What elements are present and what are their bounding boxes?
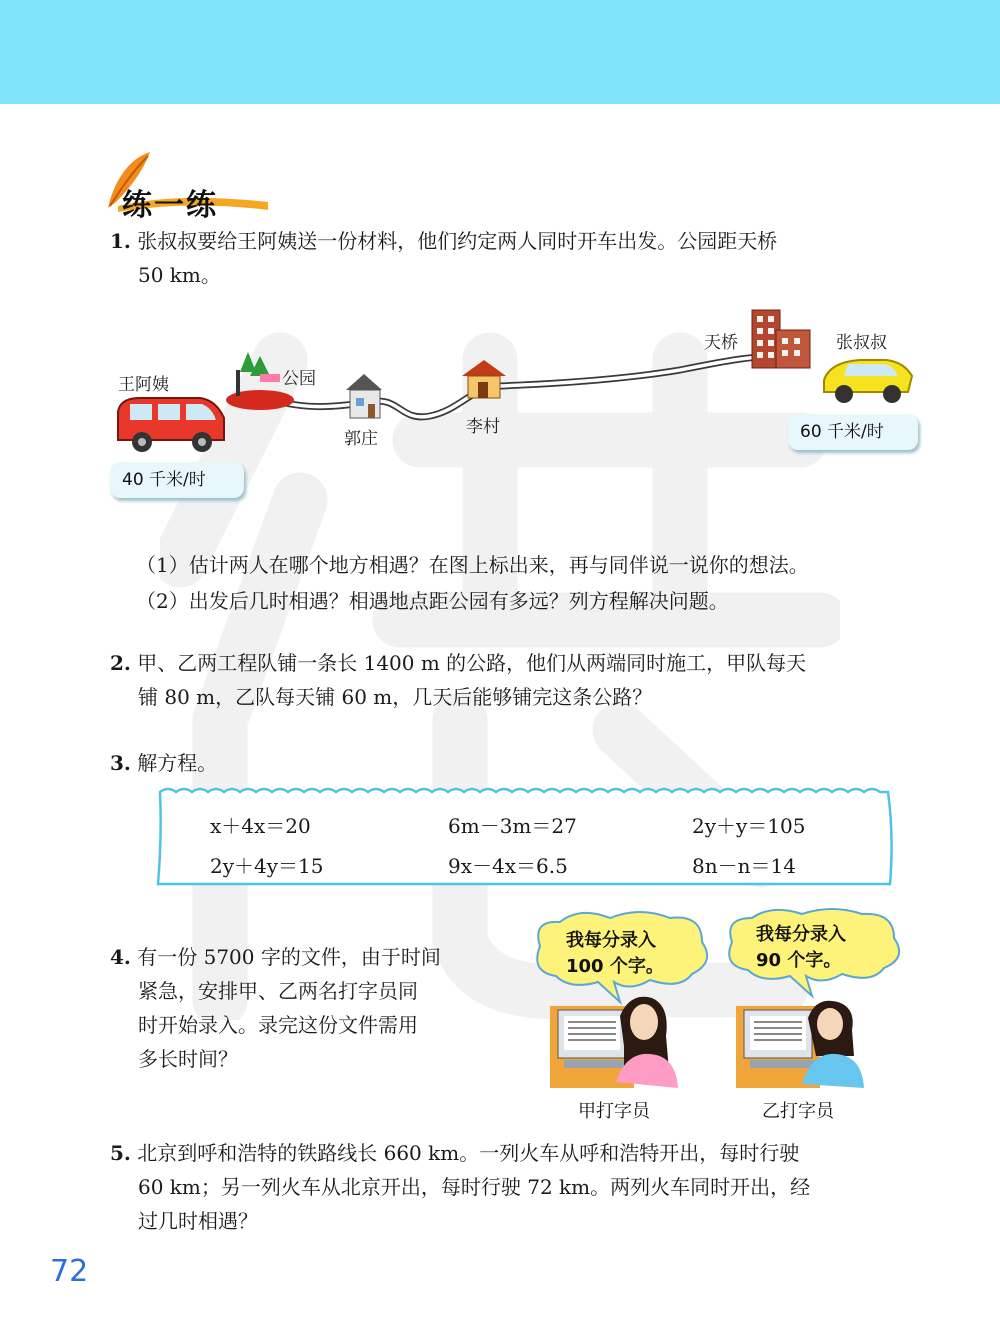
typist-b-label: 乙打字员 — [762, 1101, 834, 1122]
typist-a-label: 甲打字员 — [578, 1101, 650, 1122]
bubble-a-line1: 我每分录入 — [566, 930, 656, 951]
question-4-line1: 有一份 5700 字的文件，由于时间 — [137, 945, 441, 969]
question-4-line2: 紧急，安排甲、乙两名打字员同 — [138, 979, 418, 1003]
tianqiao-buildings-icon — [752, 310, 810, 368]
wang-label: 王阿姨 — [118, 375, 169, 395]
route-map — [100, 300, 930, 520]
header-band — [0, 0, 1000, 104]
question-number: 1. — [110, 229, 131, 253]
question-3-text: 解方程。 — [137, 751, 218, 775]
question-4 — [110, 940, 490, 1076]
question-number: 4. — [110, 945, 131, 969]
tianqiao-label: 天桥 — [704, 333, 738, 353]
licun-label: 李村 — [466, 417, 500, 437]
typist-a-figure — [550, 997, 678, 1088]
section-title-text: 练一练 — [122, 188, 218, 223]
equation-1: x＋4x＝20 — [210, 814, 311, 838]
section-title — [104, 150, 274, 223]
question-1 — [110, 224, 930, 292]
equation-6: 8n－n＝14 — [692, 854, 796, 878]
equation-5: 9x－4x＝6.5 — [448, 854, 568, 878]
question-4-line3: 时开始录入。录完这份文件需用 — [138, 1013, 418, 1037]
wang-speed-tag: 40 千米/时 — [110, 462, 244, 498]
question-3 — [110, 746, 410, 780]
question-5 — [110, 1136, 930, 1238]
typist-b-figure — [736, 1001, 864, 1088]
page-number: 72 — [50, 1254, 89, 1289]
question-5-line3: 过几时相遇？ — [138, 1209, 258, 1233]
question-5-line2: 60 km；另一列火车从北京开出，每时行驶 72 km。两列火车同时开出，经 — [138, 1175, 811, 1199]
question-1-line1: 张叔叔要给王阿姨送一份材料，他们约定两人同时开车出发。公园距天桥 — [137, 229, 778, 253]
equation-3: 2y＋y＝105 — [692, 814, 806, 838]
question-2-line2: 铺 80 m，乙队每天铺 60 m，几天后能够铺完这条公路？ — [138, 685, 653, 709]
equation-2: 6m－3m＝27 — [448, 814, 577, 838]
bubble-b-line1: 我每分录入 — [756, 924, 846, 945]
van-icon — [118, 398, 224, 452]
question-1-line2: 50 km。 — [138, 263, 221, 287]
bubble-b-text — [756, 922, 846, 974]
bubble-b-line2: 90 个字。 — [756, 950, 842, 971]
question-number: 5. — [110, 1141, 131, 1165]
park-label: 公园 — [282, 369, 316, 389]
question-number: 2. — [110, 651, 131, 675]
guozhuang-house-icon — [346, 374, 382, 418]
zhang-label: 张叔叔 — [836, 333, 887, 353]
equation-4: 2y＋4y＝15 — [210, 854, 324, 878]
licun-house-icon — [462, 360, 506, 398]
guozhuang-label: 郭庄 — [344, 429, 378, 449]
question-4-line4: 多长时间？ — [138, 1047, 238, 1071]
zhang-speed-tag: 60 千米/时 — [788, 414, 918, 450]
bubble-a-text — [566, 928, 664, 980]
question-2-line1: 甲、乙两工程队铺一条长 1400 m 的公路，他们从两端同时施工，甲队每天 — [137, 651, 807, 675]
car-icon — [824, 360, 912, 403]
question-2 — [110, 646, 930, 714]
question-5-line1: 北京到呼和浩特的铁路线长 660 km。一列火车从呼和浩特开出，每时行驶 — [137, 1141, 800, 1165]
equation-box — [152, 786, 896, 890]
question-number: 3. — [110, 751, 131, 775]
question-1-sub-2: （2）出发后几时相遇？相遇地点距公园有多远？列方程解决问题。 — [136, 589, 729, 613]
bubble-a-line2: 100 个字。 — [566, 956, 664, 977]
question-1-sub-1: （1）估计两人在哪个地方相遇？在图上标出来，再与同伴说一说你的想法。 — [136, 553, 809, 577]
